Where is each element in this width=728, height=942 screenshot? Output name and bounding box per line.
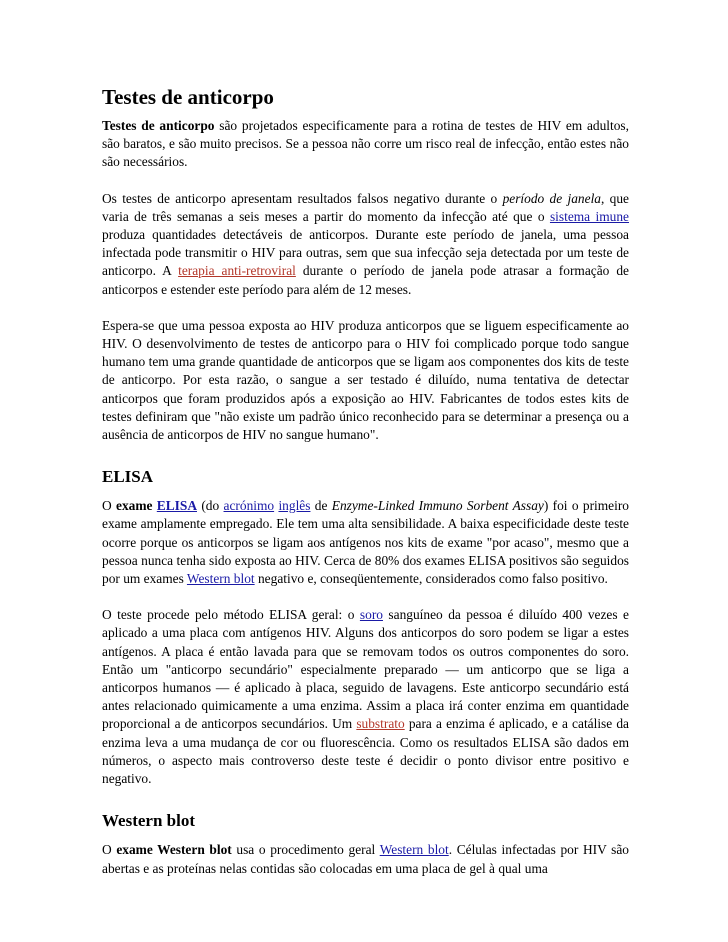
heading-testes-de-anticorpo: Testes de anticorpo — [102, 85, 274, 109]
text-run: O — [102, 842, 117, 858]
text-run: O — [102, 498, 117, 514]
bold-term: Testes de anticorpo — [102, 118, 215, 133]
link-soro[interactable]: soro — [359, 607, 383, 623]
link-ingles[interactable]: inglês — [278, 498, 311, 514]
link-terapia-anti-retroviral[interactable]: terapia anti-retroviral — [178, 263, 296, 279]
link-acronimo[interactable]: acrónimo — [223, 498, 275, 514]
text-run: para a enzima é aplicado, e a catálise da enzima leva a uma mudança de cor ou fluorescência. Como os resultados ELISA são dados em números, o aspecto mais controverso deste teste é decidir o ponto divisor entre positivo e negativo. — [102, 716, 629, 787]
text-run: produza quantidades detectáveis de anticorpos. Durante este período de janela, uma pessoa infectada pode transmitir o HIV para outras, sem que sua infecção seja detectada por um teste de anticorpo. A — [102, 227, 629, 279]
text-run: (do — [197, 498, 224, 514]
text-run: sanguíneo da pessoa é diluído 400 vezes e aplicado a uma placa com antígenos HIV. Alguns dos anticorpos do soro podem se ligar a estes antígenos. A placa é então lavada para que se removam todos os outros componentes do soro. Então um "anticorpo secundário" especialmente preparado — um anticorpo que se liga a anticorpos humanos — é aplicado à placa, seguido de lavagens. Este anticorpo secundário está antes relacionado quimicamente a uma enzima. Assim a placa irá conter enzima em quantidade proporcional a de anticorpos secundários. Um — [102, 607, 629, 732]
document-page — [102, 84, 629, 896]
paragraph-antibody-specificity: Espera-se que uma pessoa exposta ao HIV produza anticorpos que se liguem especificamente ao HIV. O desenvolvimento de testes de anticorpo para o HIV foi complicado porque todo sangue humano tem uma grande quantidade de anticorpos que se ligam aos componentes dos kits de teste de anticorpo. Por esta razão, o sangue a ser testado é diluído, numa tentativa de detectar anticorpos que foram produzidos após a exposição ao HIV. Fabricantes de todos estes kits de testes definiram que "não existe um padrão único reconhecido para se determinar a presença ou a ausência de anticorpos de HIV no sangue humano". — [102, 317, 629, 443]
heading-western-blot: Western blot — [102, 811, 196, 831]
link-elisa[interactable]: ELISA — [156, 498, 197, 514]
text-run: Os testes de anticorpo apresentam resultados falsos negativo durante o — [102, 190, 503, 206]
link-western-blot-procedure[interactable]: Western blot — [379, 842, 449, 858]
paragraph-intro — [102, 117, 629, 172]
text-run: negativo e, conseqüentemente, considerados como falso positivo. — [254, 571, 608, 587]
text-run: O teste procede pelo método ELISA geral: o — [102, 607, 360, 623]
text-run: de — [310, 498, 332, 514]
paragraph-elisa-intro — [102, 497, 629, 588]
text-run: . Células infectadas por HIV são abertas e as proteínas nelas contidas são colocadas em uma placa de gel à qual uma — [102, 842, 630, 876]
text-run: são projetados especificamente para a rotina de testes de HIV em adultos, são baratos, e são muito precisos. Se a pessoa não corre um risco real de infecção, então estes não são necessários. — [102, 118, 629, 170]
italic-term: período de janela — [502, 190, 601, 206]
bold-term: exame — [116, 498, 153, 514]
text-run: ) foi o primeiro exame amplamente empregado. Ele tem uma alta sensibilidade. A baixa especificidade deste teste ocorre porque os anticorpos se ligam aos antígenos nos kits de exame "por acaso", mesmo que a pessoa nunca tenha sido exposta ao HIV. Cerca de 80% dos exames ELISA positivos são seguidos por um exames — [102, 498, 629, 587]
italic-term: Enzyme-Linked Immuno Sorbent Assay — [331, 498, 544, 514]
link-sistema-imune[interactable]: sistema imune — [549, 208, 629, 224]
paragraph-western-blot — [102, 841, 629, 877]
link-western-blot[interactable]: Western blot — [186, 571, 255, 587]
heading-elisa: ELISA — [102, 467, 154, 487]
text-run: durante o período de janela pode atrasar a formação de anticorpos e estender este período para além de 12 meses. — [102, 263, 629, 297]
link-substrato[interactable]: substrato — [356, 716, 405, 732]
paragraph-elisa-method — [102, 606, 629, 788]
text-run: usa o procedimento geral — [231, 842, 380, 858]
bold-term: exame Western blot — [116, 842, 232, 858]
paragraph-window-period — [102, 190, 629, 299]
text-run: , que varia de três semanas a seis meses a partir do momento da infecção até que o — [102, 190, 629, 224]
